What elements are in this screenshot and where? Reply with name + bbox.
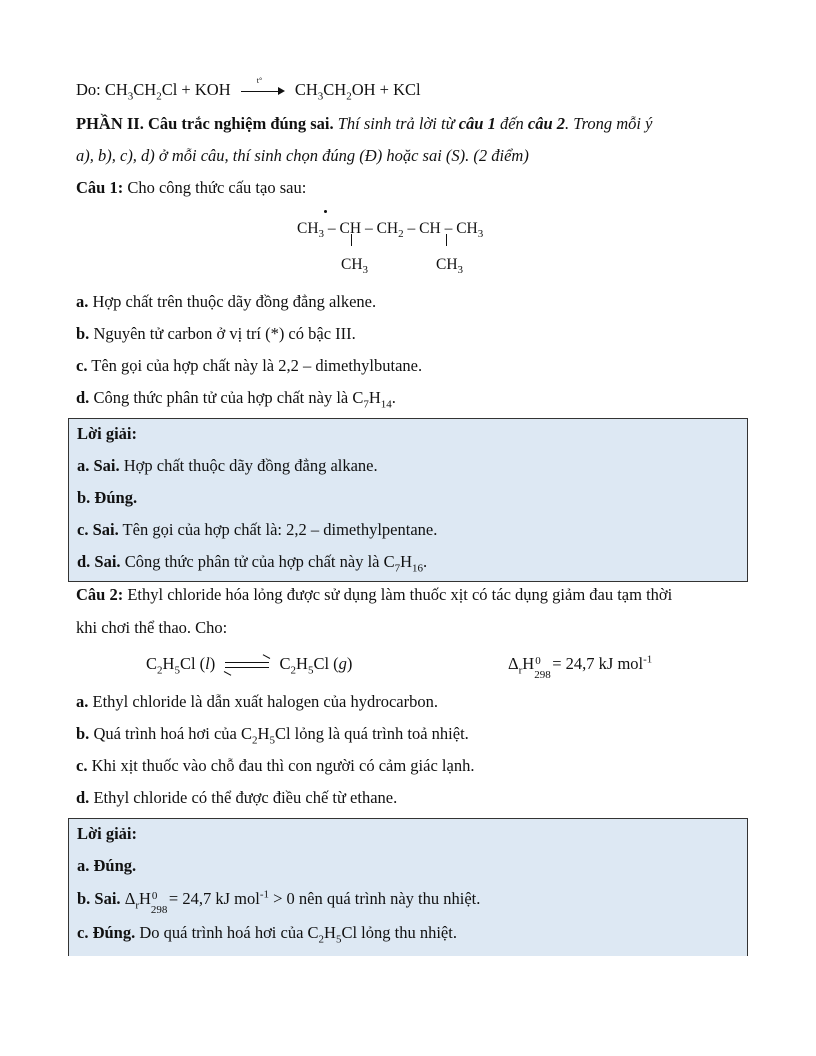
q2-option-a: a. Ethyl chloride là dẫn xuất halogen của hydrocarbon. [76, 692, 438, 711]
q2-stem-line1: Câu 2: Ethyl chloride hóa lỏng được sử dụng làm thuốc xịt có tác dụng giảm đau tạm thời [76, 585, 673, 604]
q2-enthalpy: $\Delta_rH$ 0 298 = 24,7 kJ mol$^{-1}$ [508, 653, 653, 681]
solution-title: Lời giải: [77, 824, 138, 843]
q1-solution-d: d. Sai. Công thức phân tử của hợp chất này là $C_7H_{16}$. [77, 552, 428, 575]
q2-option-c: c. Khi xịt thuốc vào chỗ đau thì con người có cảm giác lạnh. [76, 756, 475, 775]
q2-solution-c: c. Đúng. Do quá trình hoá hơi của $C_2H_5Cl$ lỏng thu nhiệt. [77, 923, 457, 946]
q2-equilibrium: $C_2H_5Cl$ (l) $C_2H_5Cl$ (g) [146, 654, 353, 677]
part2-instructions: a), b), c), d) ở mỗi câu, thí sinh chọn đúng (Đ) hoặc sai (S). (2 điểm) [76, 146, 529, 165]
q1-option-d: d. Công thức phân tử của hợp chất này là $C_7H_{14}$. [76, 388, 396, 411]
q1-solution-a: a. Sai. Hợp chất thuộc dãy đồng đẳng alkane. [77, 456, 378, 475]
part2-heading: PHẦN II. Câu trắc nghiệm đúng sai. Thí sinh trả lời từ câu 1 đến câu 2. Trong mỗi ý [76, 114, 653, 133]
q2-option-b: b. Quá trình hoá hơi của $C_2H_5Cl$ lỏng là quá trình toả nhiệt. [76, 724, 469, 747]
q1-solution-box [68, 418, 748, 582]
q1-solution-b: b. Đúng. [77, 488, 138, 507]
q2-stem-line2: khi chơi thể thao. Cho: [76, 618, 228, 637]
q2-solution-a: a. Đúng. [77, 856, 137, 875]
asterisk-dot-icon [324, 210, 327, 213]
q1-option-a: a. Hợp chất trên thuộc dãy đồng đẳng alkene. [76, 292, 377, 311]
intro-reaction: Do: $CH_3CH_2Cl$ + KOH t° $CH_3CH_2OH$ + KCl [76, 76, 421, 103]
q2-solution-b: b. Sai. $\Delta_rH$ 0 298 = 24,7 kJ mol$^{-1}$ > 0 nên quá trình này thu nhiệt. [77, 888, 481, 916]
q2-option-d: d. Ethyl chloride có thể được điều chế từ ethane. [76, 788, 398, 807]
solution-title: Lời giải: [77, 424, 138, 443]
q1-stem: Câu 1: Cho công thức cấu tạo sau: [76, 178, 307, 197]
equilibrium-arrow-icon [225, 659, 269, 671]
q1-option-c: c. Tên gọi của hợp chất này là 2,2 – dimethylbutane. [76, 356, 423, 375]
reaction-arrow-icon: t° [241, 86, 285, 96]
q1-option-b: b. Nguyên tử carbon ở vị trí (*) có bậc III. [76, 324, 356, 343]
q1-solution-c: c. Sai. Tên gọi của hợp chất là: 2,2 – dimethylpentane. [77, 520, 438, 539]
